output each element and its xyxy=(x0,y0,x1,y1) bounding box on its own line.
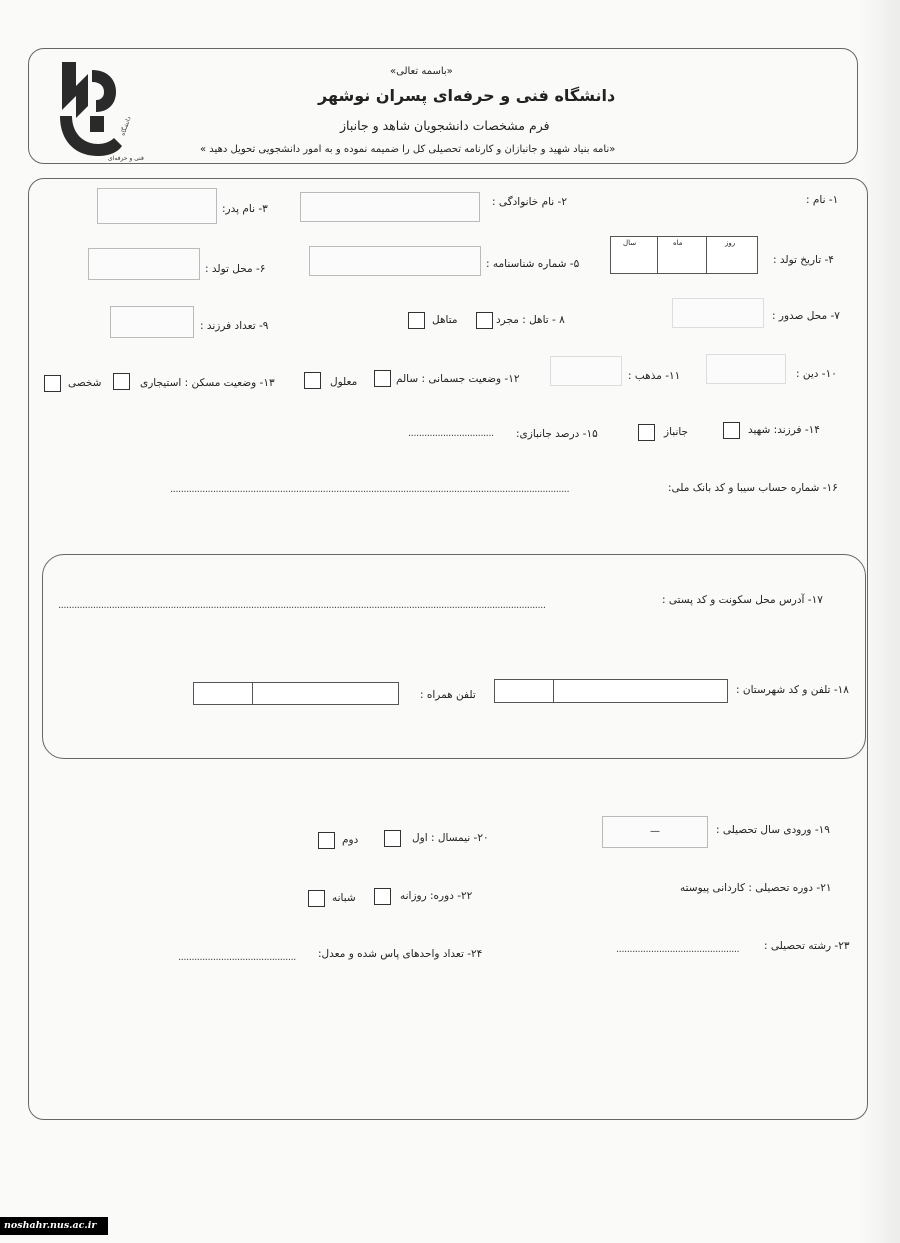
entry-year-input[interactable] xyxy=(602,816,708,848)
field-religion-label: ۱۰- دین : xyxy=(796,368,837,380)
janbaz-checkbox[interactable] xyxy=(638,424,655,441)
birth-place-input[interactable] xyxy=(88,248,200,280)
field-disability-percent-label: ۱۵- درصد جانبازی: xyxy=(516,428,598,440)
personal-label: شخصی xyxy=(68,377,102,389)
id-number-input[interactable] xyxy=(309,246,481,276)
birth-date-input[interactable] xyxy=(610,236,758,274)
field-physical-label: ۱۲- وضعیت جسمانی : سالم xyxy=(396,373,520,385)
married-label: متاهل xyxy=(432,314,458,326)
university-title: دانشگاه فنی و حرفه‌ای پسران نوشهر xyxy=(318,86,616,105)
svg-text:فنی و حرفه‌ای: فنی و حرفه‌ای xyxy=(108,155,144,162)
night-checkbox[interactable] xyxy=(308,890,325,907)
field-entry-year-label: ۱۹- ورودی سال تحصیلی : xyxy=(716,824,830,836)
martyr-checkbox[interactable] xyxy=(723,422,740,439)
form-title: فرم مشخصات دانشجویان شاهد و جانباز xyxy=(340,118,550,133)
field-id-number-label: ۵- شماره شناسنامه : xyxy=(486,258,580,270)
field-father-name-label: ۳- نام پدر: xyxy=(222,203,268,215)
basmala: «باسمه تعالی» xyxy=(390,66,453,77)
disabled-label: معلول xyxy=(330,376,358,388)
account-line[interactable]: ..................................................................................................................................................... xyxy=(170,484,570,495)
mobile-input[interactable] xyxy=(193,682,399,705)
field-birth-date-label: ۴- تاریخ تولد : xyxy=(773,254,834,266)
field-last-name-label: ۲- نام خانوادگی : xyxy=(492,196,567,208)
field-address-label: ۱۷- آدرس محل سکونت و کد پستی : xyxy=(662,594,823,606)
first-semester-checkbox[interactable] xyxy=(384,830,401,847)
field-phone-label: ۱۸- تلفن و کد شهرستان : xyxy=(736,684,849,696)
single-checkbox[interactable] xyxy=(476,312,493,329)
night-label: شبانه xyxy=(332,892,356,904)
field-issue-place-label: ۷- محل صدور : xyxy=(772,310,840,322)
janbaz-label: جانباز xyxy=(664,426,689,438)
issue-place-input[interactable] xyxy=(672,298,764,328)
date-year-label: سال xyxy=(623,239,637,247)
field-major-label: ۲۳- رشته تحصیلی : xyxy=(764,940,850,952)
religion-input[interactable] xyxy=(706,354,786,384)
university-logo-icon xyxy=(42,56,144,164)
daytime-checkbox[interactable] xyxy=(374,888,391,905)
address-line[interactable]: ...................................................................................................................................................................................... xyxy=(58,600,546,611)
field-housing-label: ۱۳- وضعیت مسکن : استیجاری xyxy=(140,377,275,389)
married-checkbox[interactable] xyxy=(408,312,425,329)
date-month-label: ماه xyxy=(673,239,683,247)
personal-checkbox[interactable] xyxy=(44,375,61,392)
units-line[interactable]: ............................................ xyxy=(178,952,296,963)
field-degree-label: ۲۱- دوره تحصیلی : کاردانی پیوسته xyxy=(680,882,832,894)
field-course-label: ۲۲- دوره: روزانه xyxy=(400,890,473,902)
date-day-label: روز xyxy=(725,239,736,247)
disabled-checkbox[interactable] xyxy=(304,372,321,389)
field-children-label: ۹- تعداد فرزند : xyxy=(200,320,269,332)
disability-percent-line[interactable]: ................................ xyxy=(408,428,494,439)
children-count-input[interactable] xyxy=(110,306,194,338)
field-first-name-label: ۱- نام : xyxy=(806,194,839,206)
phone-input[interactable] xyxy=(494,679,728,703)
field-account-label: ۱۶- شماره حساب سیبا و کد بانک ملی: xyxy=(668,482,838,494)
field-units-label: ۲۴- تعداد واحدهای پاس شده و معدل: xyxy=(318,948,483,960)
svg-text:دانشگاه: دانشگاه xyxy=(119,115,133,137)
contact-frame xyxy=(42,554,866,759)
father-name-input[interactable] xyxy=(97,188,217,224)
entry-year-value: — xyxy=(650,826,660,837)
instruction-text: «نامه بنیاد شهید و جانبازان و کارنامه تحصیلی کل را ضمیمه نموده و به امور دانشجویی تحویل دهید » xyxy=(200,144,616,155)
field-sect-label: ۱۱- مذهب : xyxy=(628,370,681,382)
last-name-input[interactable] xyxy=(300,192,480,222)
rented-checkbox[interactable] xyxy=(113,373,130,390)
second-semester-label: دوم xyxy=(342,834,359,846)
second-semester-checkbox[interactable] xyxy=(318,832,335,849)
sect-input[interactable] xyxy=(550,356,622,386)
field-semester-label: ۲۰- نیمسال : اول xyxy=(412,832,489,844)
mobile-label: تلفن همراه : xyxy=(420,689,476,701)
site-badge: noshahr.nus.ac.ir xyxy=(0,1217,108,1235)
field-birth-place-label: ۶- محل تولد : xyxy=(205,263,266,275)
field-child-of-label: ۱۴- فرزند: شهید xyxy=(748,424,820,436)
field-marital-label: ۸ - تاهل : مجرد xyxy=(496,314,565,326)
healthy-checkbox[interactable] xyxy=(374,370,391,387)
major-line[interactable]: .............................................. xyxy=(616,944,740,955)
